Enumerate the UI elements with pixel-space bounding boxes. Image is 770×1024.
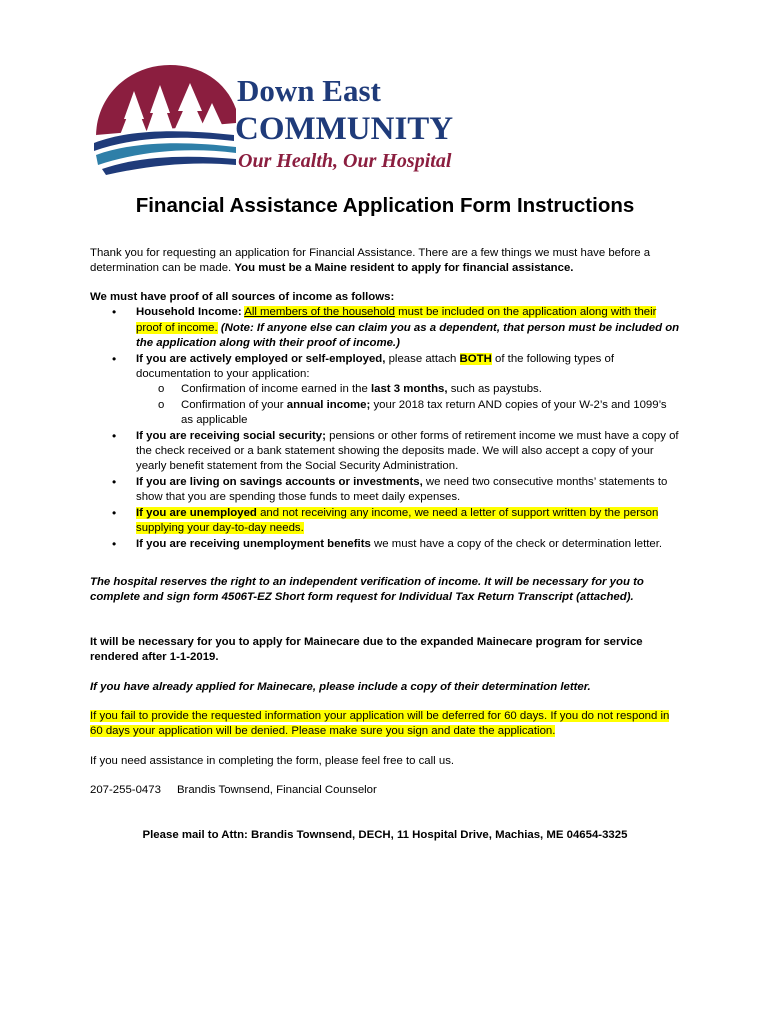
list-item-social-security xyxy=(90,429,680,475)
employed-label: If you are actively employed or self-employed, xyxy=(136,352,386,365)
benefits-label: If you are receiving unemployment benefits xyxy=(136,537,371,550)
employed-text2: of the following types of documentation to your application: xyxy=(136,352,615,381)
proof-heading: We must have proof of all sources of income as follows: xyxy=(90,291,395,303)
sub2-b: annual income; xyxy=(286,398,371,411)
intro-paragraph xyxy=(90,246,680,277)
sub2-c: your 2018 tax return AND copies of your W-2’s and 1099’s as applicable xyxy=(181,398,667,427)
mainecare-paragraph: It will be necessary for you to apply for Mainecare due to the expanded Mainecare program for service rendered after 1-1-2019. xyxy=(90,636,643,664)
list-item-unemployed xyxy=(90,506,680,537)
mainecare-applied-paragraph: If you have already applied for Mainecare, please include a copy of their determination letter. xyxy=(90,681,591,693)
unemployed-text: and not receiving any income, we need a letter of support written by the person supplying your day-to-day needs. xyxy=(136,506,659,535)
benefits-text: we must have a copy of the check or determination letter. xyxy=(374,537,663,550)
savings-text: we need two consecutive months’ statements to show that you are spending those funds to meet daily expenses. xyxy=(136,475,668,504)
employed-sublist xyxy=(136,382,680,428)
social-label: If you are receiving social security; xyxy=(136,429,326,442)
household-label: Household Income: xyxy=(136,306,242,319)
household-note: (Note: If anyone else can claim you as a dependent, that person must be included on the application along with their proof of income.) xyxy=(136,321,680,350)
employed-both: BOTH xyxy=(459,352,492,365)
sub2-a: Confirmation of your xyxy=(181,398,284,411)
sub1-a: Confirmation of income earned in the xyxy=(181,383,368,396)
sublist-item-3-months xyxy=(136,382,680,397)
intro-residency: You must be a Maine resident to apply for financial assistance. xyxy=(234,262,574,275)
logo-line1: Down East xyxy=(237,73,381,108)
assistance-paragraph: If you need assistance in completing the form, please feel free to call us. xyxy=(90,755,455,767)
employed-text1: please attach xyxy=(388,352,457,365)
mailing-address: Please mail to Attn: Brandis Townsend, DECH, 11 Hospital Drive, Machias, ME 04654-3325 xyxy=(142,829,628,841)
list-item-household xyxy=(90,305,680,351)
household-rest: must be included on the application along with their proof of income. xyxy=(136,306,657,334)
household-underlined: All members of the household xyxy=(244,306,395,319)
contact-phone: 207-255-0473 xyxy=(90,784,161,796)
sub1-c: such as paystubs. xyxy=(450,383,542,396)
unemployed-label: If you are unemployed xyxy=(136,506,257,519)
verification-paragraph: The hospital reserves the right to an independent verification of income. It will be necessary for you to complete and sign form 4506T-EZ Short form request for Individual Tax Return Transcript (attached). xyxy=(90,576,644,604)
proof-section xyxy=(90,290,680,552)
deferred-paragraph xyxy=(90,709,680,740)
savings-label: If you are living on savings accounts or investments, xyxy=(136,475,423,488)
contact-name: Brandis Townsend, Financial Counselor xyxy=(176,784,377,796)
intro-text: Thank you for requesting an application for Financial Assistance. There are a few things we must have before a determination can be made. xyxy=(90,247,651,275)
list-item-unemployment-benefits xyxy=(90,537,680,552)
deferred-text: If you fail to provide the requested information your application will be deferred for 60 days. If you do not respond in 60 days your application will be denied. Please make sure you sign and date the application. xyxy=(90,710,670,738)
sub1-b: last 3 months, xyxy=(370,383,448,396)
social-text: pensions or other forms of retirement income we must have a copy of the check received or a bank statement showing the deposits made. We will also accept a copy of your yearly benefit statement from the Social Security Administration. xyxy=(136,429,679,473)
logo-graphic xyxy=(90,65,502,175)
page-title: Financial Assistance Application Form Instructions xyxy=(135,194,635,217)
logo-tagline: Our Health, Our Hospital xyxy=(238,150,452,172)
hospital-logo xyxy=(90,65,502,175)
list-item-savings xyxy=(90,475,680,506)
contact-line xyxy=(90,783,680,798)
logo-line2: COMMUNITY xyxy=(235,111,454,147)
sublist-item-annual xyxy=(136,398,680,429)
list-item-employed xyxy=(90,352,680,429)
proof-list xyxy=(90,305,680,552)
